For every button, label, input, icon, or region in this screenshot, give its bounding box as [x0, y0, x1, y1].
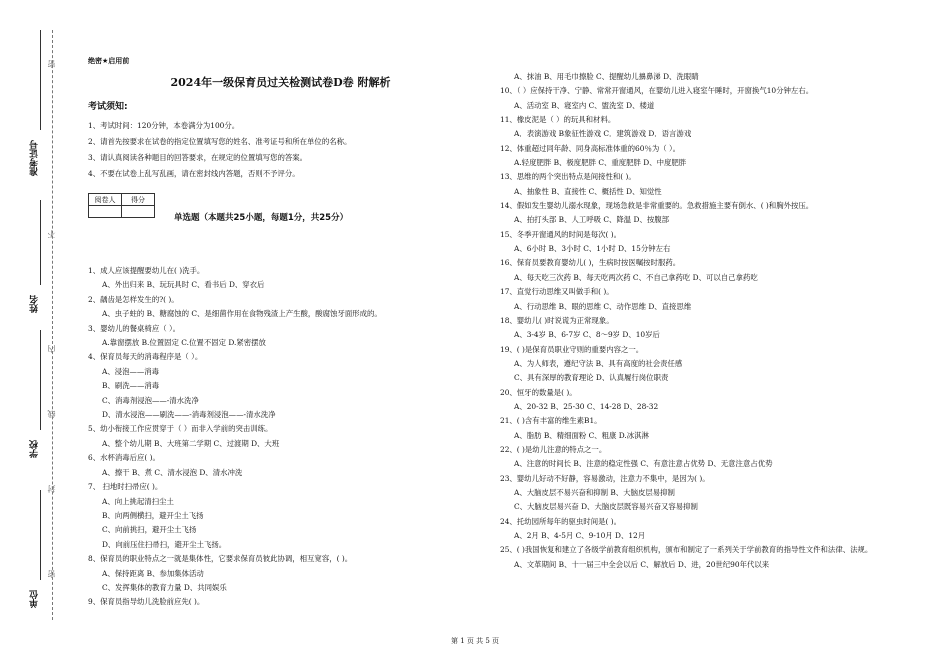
answer-options: B、刷洗——消毒: [102, 381, 160, 391]
question-stem: 1、成人应该提醒要幼儿在( )洗手。: [88, 266, 205, 275]
question-stem: 9、保育员指导幼儿洗脸前应先( )。: [88, 597, 205, 607]
question-stem: 5、幼小衔接工作应贯穿于（ ）而非入学前的突击训练。: [88, 424, 273, 434]
question-stem: 11、橡皮泥是（ ）的玩具和材料。: [500, 115, 616, 125]
question-stem: 4、保育员每天的消毒程序是（ ）。: [88, 352, 203, 362]
question-stem: 21、( )含有丰富的维生素B1。: [500, 416, 602, 426]
answer-options: A、擦干 B、煮 C、清水浸泡 D、清水冲洗: [102, 467, 243, 477]
notice-item: 3、请认真阅读各种题目的回答要求，在规定的位置填写您的答案。: [88, 153, 308, 162]
question-stem: 12、体重超过同年龄、同身高标准体重的60％为（ ）。: [500, 143, 681, 153]
exam-number-fill-line: [40, 30, 41, 130]
answer-options: A、拍打头部 B、人工呼吸 C、降温 D、按腹部: [514, 215, 670, 225]
answer-options: C、大脑皮层易兴奋 D、大脑皮层既容易兴奋又容易抑制: [514, 502, 698, 512]
answer-options: A、脂肪 B、精细面粉 C、粗康 D.冰淇淋: [514, 430, 649, 440]
answer-options: C、消毒剂浸泡——-清水洗净: [102, 395, 199, 405]
answer-options: A、大脑皮层不易兴奋和抑制 B、大脑皮层易抑制: [514, 487, 675, 497]
question-stem: 24、托幼园所每年的驱虫时间是( )。: [500, 516, 621, 526]
question-stem: 22、( )是幼儿注意的特点之一。: [500, 444, 607, 454]
answer-options: A、活动室 B、寝室内 C、盥洗室 D、楼道: [514, 100, 655, 110]
notice-heading: 考试须知:: [88, 102, 128, 112]
question-stem: 8、保育员的职业特点之一就是集体性，它要求保育员彼此协调，相互宽容，( )。: [88, 554, 353, 564]
question-stem: 23、婴幼儿好动不好静，容易激动，注意力不集中，是因为( )。: [500, 473, 710, 483]
question-stem: 15、冬季开窗通风的时间是每次( )。: [500, 229, 621, 239]
page-footer: 第 1 页 共 5 页: [450, 637, 500, 645]
question-stem: 10、（ ）应保持干净、宁静、常常开窗通风，在婴幼儿进入寝室午睡时，开窗换气10分钟左右。: [500, 86, 814, 96]
answer-options: A、20-32 B、25-30 C、14-28 D、28-32: [514, 401, 659, 411]
cut-mark: 密: [47, 570, 56, 578]
question-stem: 13、思维的两个突出特点是间接性和( )。: [500, 172, 636, 182]
question-stem: 14、假如发生婴幼儿溺水现象，现场急救是非常重要的。急救措施主要有倒水、( )和胸外按压。: [500, 201, 814, 211]
answer-options: B、向两侧横扫，避开尘土飞扬: [102, 510, 204, 520]
notice-item: 4、不要在试卷上乱写乱画，请在密封线内答题，否则不予评分。: [88, 169, 300, 178]
answer-options: C、向前挑扫，避开尘土飞扬: [102, 525, 197, 535]
answer-options: A、虫子蛀的 B、糖腐蚀的 C、是细菌作用在食物残渣上产生酸，酸腐蚀牙面形成的。: [102, 309, 382, 319]
left-column: [88, 56, 473, 607]
answer-options: A、浸泡——消毒: [102, 366, 160, 376]
question-stem: 25、( )我国恢复和建立了各级学前教育组织机构，颁布和制定了一系列关于学前教育的指导性文件和法律、法规。: [500, 545, 873, 555]
answer-options: C、发挥集体的教育力量 D、共同娱乐: [102, 582, 227, 592]
question-stem: 16、保育员要教育婴幼儿( )，生病时按医嘱按时服药。: [500, 258, 681, 268]
answer-options: A、6小时 B、3小时 C、1小时 D、15分钟左右: [514, 244, 671, 254]
question-stem: 3、婴幼儿的餐桌椅应（ ）。: [88, 323, 181, 333]
score-header: 得分: [122, 194, 155, 206]
answer-options: A、向上挑起清扫尘土: [102, 496, 174, 506]
secret-mark: 绝密★启用前: [88, 57, 130, 65]
question-stem: 7、 扫地时扫帚应( )。: [88, 482, 163, 492]
cut-mark: 封: [47, 485, 56, 493]
question-stem: 17、直觉行动思维又叫做手和( )。: [500, 287, 614, 297]
question-stem: 2、龋齿是怎样发生的?( )。: [88, 294, 179, 304]
question-stem: 6、水杯消毒后应( )。: [88, 453, 160, 463]
margin-label-unit: 单位: [30, 590, 40, 608]
school-fill-line: [40, 330, 41, 430]
name-fill-line: [40, 200, 41, 285]
answer-options: A.轻度肥胖 B、极度肥胖 C、重度肥胖 D、中度肥胖: [514, 158, 687, 168]
answer-options: A、外出归来 B、玩玩具时 C、看书后 D、穿衣后: [102, 280, 265, 290]
question-stem: 19、( )是保育员职业守则的重要内容之一。: [500, 344, 644, 354]
question-list-right: [500, 70, 920, 572]
question-stem: 18、婴幼儿( )时说谎为正常现象。: [500, 315, 614, 325]
question-list-left: [88, 264, 473, 610]
reviewer-header: 阅卷人: [89, 194, 122, 206]
margin-label-exam-number: 准考证号: [30, 140, 40, 176]
answer-options: C、具有深厚的教育理论 D、认真履行岗位职责: [514, 373, 669, 383]
page-title: 2024年一级保育员过关检测试卷D卷 附解析: [170, 76, 391, 89]
answer-options: A、注意的时间长 B、注意的稳定性强 C、有意注意占优势 D、无意注意占优势: [514, 459, 773, 469]
margin-label-school: 学校: [30, 440, 40, 458]
answer-options: A、文革期间 B、十一届三中全会以后 C、解放后 D、进，20世纪90年代以来: [514, 559, 770, 569]
seal-line: [52, 30, 53, 620]
answer-options: D、清水浸泡——刷洗——-消毒剂浸泡——-清水洗净: [102, 410, 276, 420]
cut-mark: 不: [47, 230, 56, 238]
binding-margin: [0, 0, 70, 671]
answer-options: A、3-4岁 B、6-7岁 C、8～9岁 D、10岁后: [514, 330, 660, 340]
reviewer-cell[interactable]: [89, 206, 122, 218]
unit-fill-line: [40, 490, 41, 580]
answer-options: A．表演游戏 B象征性游戏 C．建筑游戏 D．语言游戏: [514, 129, 692, 139]
notice-item: 1、考试时间：120分钟，本卷满分为100分。: [88, 121, 240, 130]
scoring-table: [88, 193, 155, 218]
answer-options: A、为人师表，遵纪守法 B、具有高度的社会责任感: [514, 358, 683, 368]
cut-mark: 线: [47, 410, 56, 418]
answer-options: A、抽象性 B、直接性 C、概括性 D、知觉性: [514, 186, 662, 196]
section-title: 单选题（本题共25小题，每题1分，共25分）: [174, 213, 349, 223]
notice-item: 2、请首先按要求在试卷的指定位置填写您的姓名、准考证号和所在单位的名称。: [88, 137, 352, 146]
answer-options: A、行动思维 B、眼的思维 C、动作思维 D、直接思维: [514, 301, 692, 311]
answer-options: A、2月 B、4-5月 C、9-10月 D、12月: [514, 531, 646, 540]
cut-mark: 内: [47, 345, 56, 353]
score-cell[interactable]: [122, 206, 155, 218]
answer-options: A、抹油 B、用毛巾擦脸 C、提醒幼儿擤鼻涕 D、洗眼睛: [514, 72, 699, 81]
answer-options: A、保持距离 B、参加集体活动: [102, 568, 204, 578]
answer-options: A、整个幼儿期 B、大班第二学期 C、过渡期 D、大班: [102, 438, 280, 448]
cut-mark: 密: [47, 60, 56, 68]
answer-options: D、向前压住扫帚扫，避开尘土飞扬。: [102, 539, 227, 549]
answer-options: A.靠窗摆放 B.位置固定 C.位置不固定 D.紧密摆放: [102, 338, 266, 348]
question-stem: 20、恒牙的数量是( )。: [500, 387, 577, 397]
margin-label-name: 姓名: [30, 295, 40, 313]
answer-options: A、每天吃三次药 B、每天吃两次药 C、不自己拿药吃 D、可以自己拿药吃: [514, 272, 758, 282]
